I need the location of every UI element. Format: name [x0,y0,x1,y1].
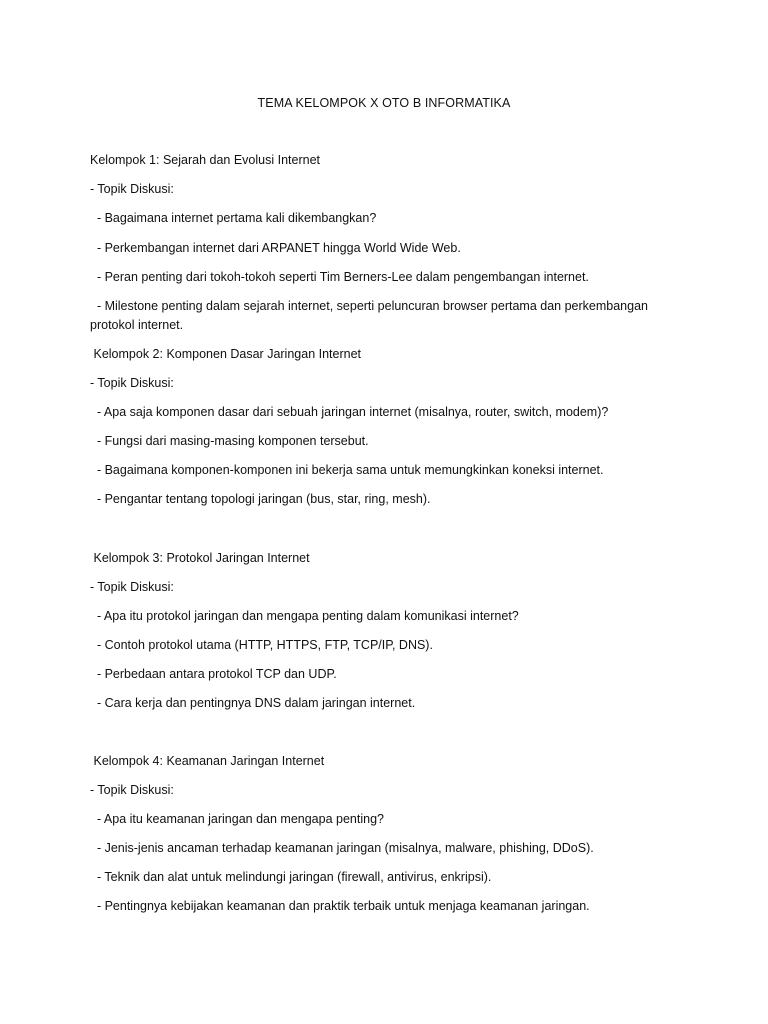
group-2-topic-label: - Topik Diskusi: [90,376,174,390]
group-2-heading: Kelompok 2: Komponen Dasar Jaringan Internet [90,347,362,361]
group-4-item-3: - Teknik dan alat untuk melindungi jaringan (firewall, antivirus, enkripsi). [90,870,492,884]
group-4-item-4: - Pentingnya kebijakan keamanan dan praktik terbaik untuk menjaga keamanan jaringan. [90,899,590,913]
group-1-item-4: - Milestone penting dalam sejarah internet, seperti peluncuran browser pertama dan perkembangan protokol internet. [90,299,652,332]
group-4-item-1: - Apa itu keamanan jaringan dan mengapa penting? [90,812,384,826]
group-3-heading: Kelompok 3: Protokol Jaringan Internet [90,551,310,565]
group-3-item-4: - Cara kerja dan pentingnya DNS dalam jaringan internet. [90,696,416,710]
group-3-topic-label: - Topik Diskusi: [90,580,174,594]
group-1-item-2: - Perkembangan internet dari ARPANET hingga World Wide Web. [90,241,461,255]
group-1-topic-label: - Topik Diskusi: [90,182,174,196]
document-title: TEMA KELOMPOK X OTO B INFORMATIKA [257,96,511,110]
group-1-heading: Kelompok 1: Sejarah dan Evolusi Internet [90,153,320,167]
group-4-topic-label: - Topik Diskusi: [90,783,174,797]
group-4-item-2: - Jenis-jenis ancaman terhadap keamanan jaringan (misalnya, malware, phishing, DDoS). [90,841,594,855]
group-2-item-3: - Bagaimana komponen-komponen ini bekerja sama untuk memungkinkan koneksi internet. [90,463,604,477]
group-2-item-1: - Apa saja komponen dasar dari sebuah jaringan internet (misalnya, router, switch, modem)? [90,405,609,419]
group-4-heading: Kelompok 4: Keamanan Jaringan Internet [90,754,325,768]
group-3-item-1: - Apa itu protokol jaringan dan mengapa penting dalam komunikasi internet? [90,609,519,623]
group-3-item-3: - Perbedaan antara protokol TCP dan UDP. [90,667,337,681]
group-2-item-4: - Pengantar tentang topologi jaringan (bus, star, ring, mesh). [90,492,431,506]
group-3-item-2: - Contoh protokol utama (HTTP, HTTPS, FTP, TCP/IP, DNS). [90,638,433,652]
group-1-item-3: - Peran penting dari tokoh-tokoh seperti Tim Berners-Lee dalam pengembangan internet. [90,270,589,284]
group-1-item-1: - Bagaimana internet pertama kali dikembangkan? [90,211,377,225]
group-2-item-2: - Fungsi dari masing-masing komponen tersebut. [90,434,369,448]
